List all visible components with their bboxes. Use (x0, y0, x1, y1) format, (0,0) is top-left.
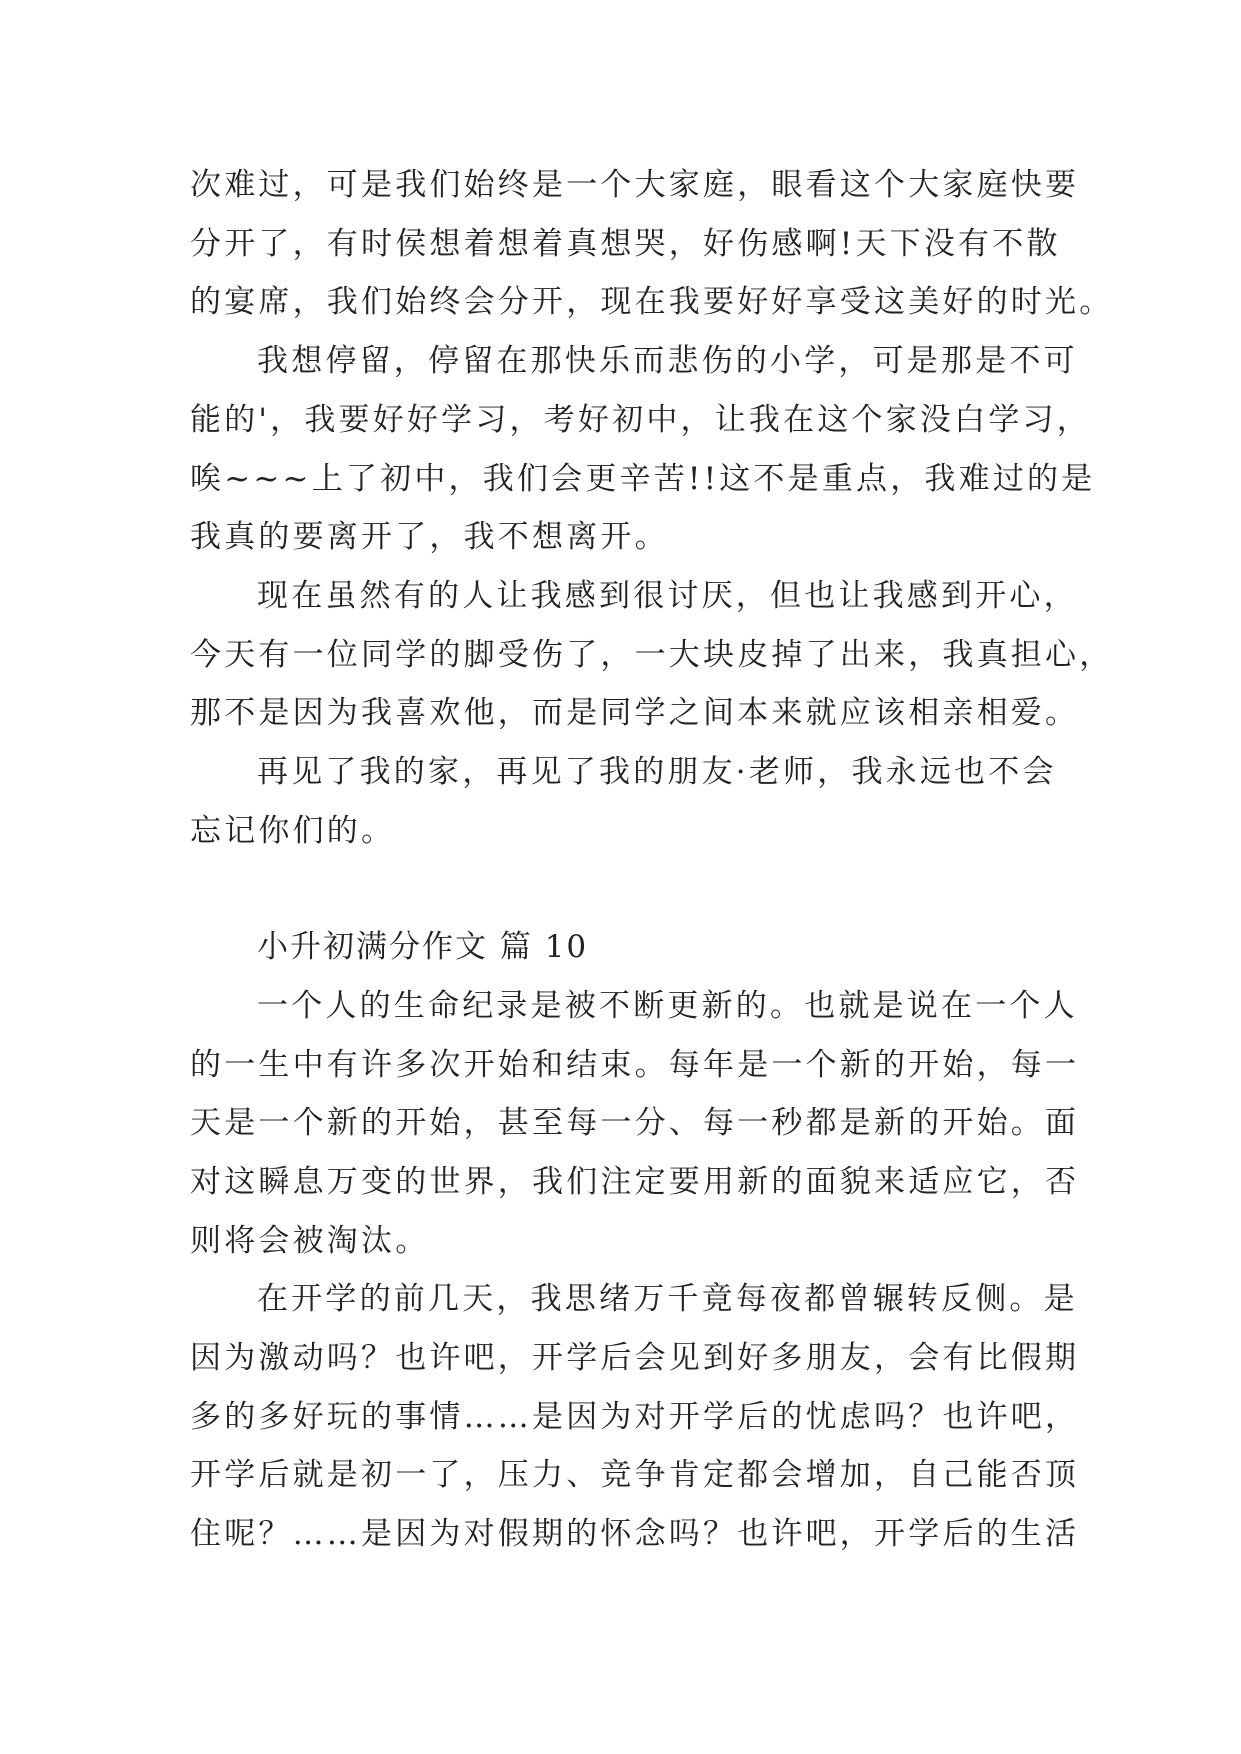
text-line: 住呢？……是因为对假期的怀念吗？也许吧，开学后的生活 (190, 1516, 1080, 1552)
text-line: 能的'，我要好好学习，考好初中，让我在这个家没白学习， (190, 402, 1091, 438)
text-line: 忘记你们的。 (190, 813, 396, 849)
text-line: 多的多好玩的事情……是因为对开学后的忧虑吗？也许吧， (190, 1399, 1080, 1435)
text-line: 唉~~~上了初中，我们会更辛苦!!这不是重点，我难过的是 (190, 461, 1096, 497)
section-heading: 小升初满分作文 篇 10 (257, 929, 589, 965)
text-line: 次难过，可是我们始终是一个大家庭，眼看这个大家庭快要 (190, 167, 1080, 203)
text-line: 因为激动吗？也许吧，开学后会见到好多朋友，会有比假期 (190, 1340, 1080, 1376)
paragraph-first-line: 我想停留，停留在那快乐而悲伤的小学，可是那是不可 (257, 343, 1078, 379)
text-line: 分开了，有时侯想着想着真想哭，好伤感啊!天下没有不散 (190, 226, 1061, 262)
text-line: 的宴席，我们始终会分开，现在我要好好享受这美好的时光。 (190, 284, 1114, 320)
paragraph-first-line: 一个人的生命纪录是被不断更新的。也就是说在一个人 (257, 988, 1078, 1024)
text-line: 的一生中有许多次开始和结束。每年是一个新的开始，每一 (190, 1047, 1080, 1083)
paragraph-first-line: 在开学的前几天，我思绪万千竟每夜都曾辗转反侧。是 (257, 1281, 1078, 1317)
paragraph-first-line: 再见了我的家，再见了我的朋友·老师，我永远也不会 (257, 754, 1057, 790)
text-line: 对这瞬息万变的世界，我们注定要用新的面貌来适应它，否 (190, 1164, 1080, 1200)
text-line: 则将会被淘汰。 (190, 1223, 430, 1259)
text-line: 我真的要离开了，我不想离开。 (190, 519, 669, 555)
text-line: 今天有一位同学的脚受伤了，一大块皮掉了出来，我真担心， (190, 637, 1114, 673)
text-line: 那不是因为我喜欢他，而是同学之间本来就应该相亲相爱。 (190, 695, 1080, 731)
paragraph-first-line: 现在虽然有的人让我感到很讨厌，但也让我感到开心， (257, 578, 1078, 614)
text-line: 天是一个新的开始，甚至每一分、每一秒都是新的开始。面 (190, 1105, 1080, 1141)
text-line: 开学后就是初一了，压力、竞争肯定都会增加，自己能否顶 (190, 1457, 1080, 1493)
